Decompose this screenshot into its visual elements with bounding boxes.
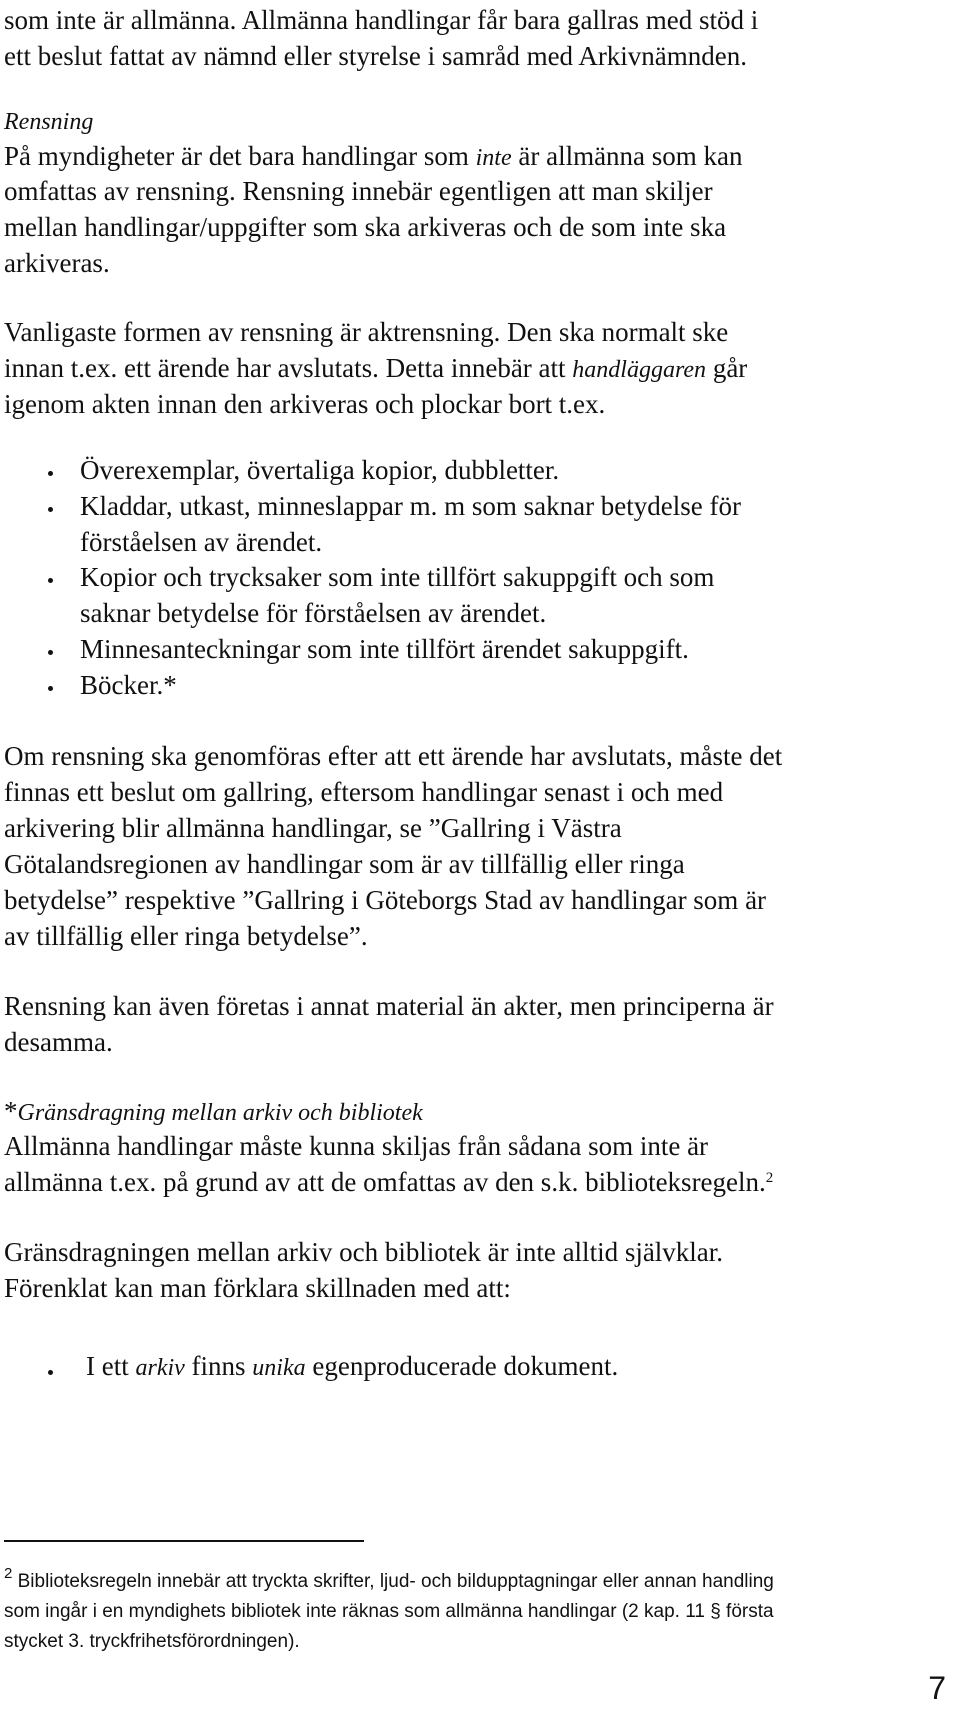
paragraph-line: På myndigheter är det bara handlingar som inte är allmänna som kan (4, 141, 743, 171)
bullet-icon (48, 1370, 53, 1375)
paragraph-line: arkivering blir allmänna handlingar, se ”Gallring i Västra (4, 813, 622, 843)
paragraph-line: betydelse” respektive ”Gallring i Göteborgs Stad av handlingar som är (4, 885, 767, 915)
paragraph-line: allmänna t.ex. på grund av att de omfattas av den s.k. biblioteksregeln.$^2$ (4, 1167, 774, 1197)
paragraph-line: av tillfällig eller ringa betydelse”. (4, 921, 368, 951)
paragraph-line: omfattas av rensning. Rensning innebär egentligen att man skiljer (4, 176, 713, 206)
footnote-reference: 2 (765, 1170, 774, 1186)
list-item: Minnesanteckningar som inte tillfört ärendet sakuppgift. (80, 634, 689, 664)
list-item: Böcker.* (80, 670, 177, 700)
footnote-number: 2 (4, 1565, 13, 1582)
paragraph-line: Rensning kan även företas i annat material än akter, men principerna är (4, 991, 774, 1021)
paragraph-line: Vanligaste formen av rensning är aktrensning. Den ska normalt ske (4, 317, 729, 347)
paragraph-line: Allmänna handlingar måste kunna skiljas från sådana som inte är (4, 1131, 709, 1161)
bullet-icon (48, 507, 53, 512)
intro-line-1: som inte är allmänna. Allmänna handlingar får bara gallras med stöd i (4, 5, 759, 35)
list-item: Kladdar, utkast, minneslappar m. m som saknar betydelse för (80, 491, 741, 521)
footnote-line: som ingår i en myndighets bibliotek inte räknas som allmänna handlingar (2 kap. 11 § första (4, 1601, 774, 1622)
intro-line-2: ett beslut fattat av nämnd eller styrelse i samråd med Arkivnämnden. (4, 41, 748, 71)
list-item: Kopior och trycksaker som inte tillfört sakuppgift och som (80, 562, 715, 592)
paragraph-line: Om rensning ska genomföras efter att ett ärende har avslutats, måste det (4, 741, 783, 771)
list-item: I ett arkiv finns unika egenproducerade dokument. (86, 1351, 619, 1381)
footnote-line: stycket 3. tryckfrihetsförordningen). (4, 1631, 300, 1652)
paragraph-line: mellan handlingar/uppgifter som ska arkiveras och de som inte ska (4, 212, 727, 242)
page-number: 7 (928, 1670, 946, 1706)
footnote-line: $^2$ Biblioteksregeln innebär att tryckta skrifter, ljud- och bildupptagningar eller annan handling (4, 1565, 774, 1592)
paragraph-line: arkiveras. (4, 248, 110, 278)
bullet-icon (48, 650, 53, 655)
paragraph-line: finnas ett beslut om gallring, eftersom handlingar senast i och med (4, 777, 724, 807)
section-heading-bibliotek: *Gränsdragning mellan arkiv och bibliotek (4, 1096, 423, 1126)
bullet-icon (48, 686, 53, 691)
paragraph-line: Förenklat kan man förklara skillnaden med att: (4, 1273, 511, 1303)
paragraph-line: Götalandsregionen av handlingar som är av tillfällig eller ringa (4, 849, 685, 879)
section-heading-rensning: Rensning (4, 109, 94, 135)
bullet-icon (48, 471, 53, 476)
paragraph-line: desamma. (4, 1027, 113, 1057)
footnote-separator (4, 1540, 364, 1542)
paragraph-line: innan t.ex. ett ärende har avslutats. Detta innebär att handläggaren går (4, 353, 748, 383)
list-item: Överexemplar, övertaliga kopior, dubbletter. (80, 455, 560, 485)
list-item-continuation: saknar betydelse för förståelsen av ärendet. (80, 598, 547, 628)
bullet-icon (48, 578, 53, 583)
paragraph-line: Gränsdragningen mellan arkiv och bibliotek är inte alltid självklar. (4, 1237, 724, 1267)
list-item-continuation: förståelsen av ärendet. (80, 527, 323, 557)
paragraph-line: igenom akten innan den arkiveras och plockar bort t.ex. (4, 389, 606, 419)
